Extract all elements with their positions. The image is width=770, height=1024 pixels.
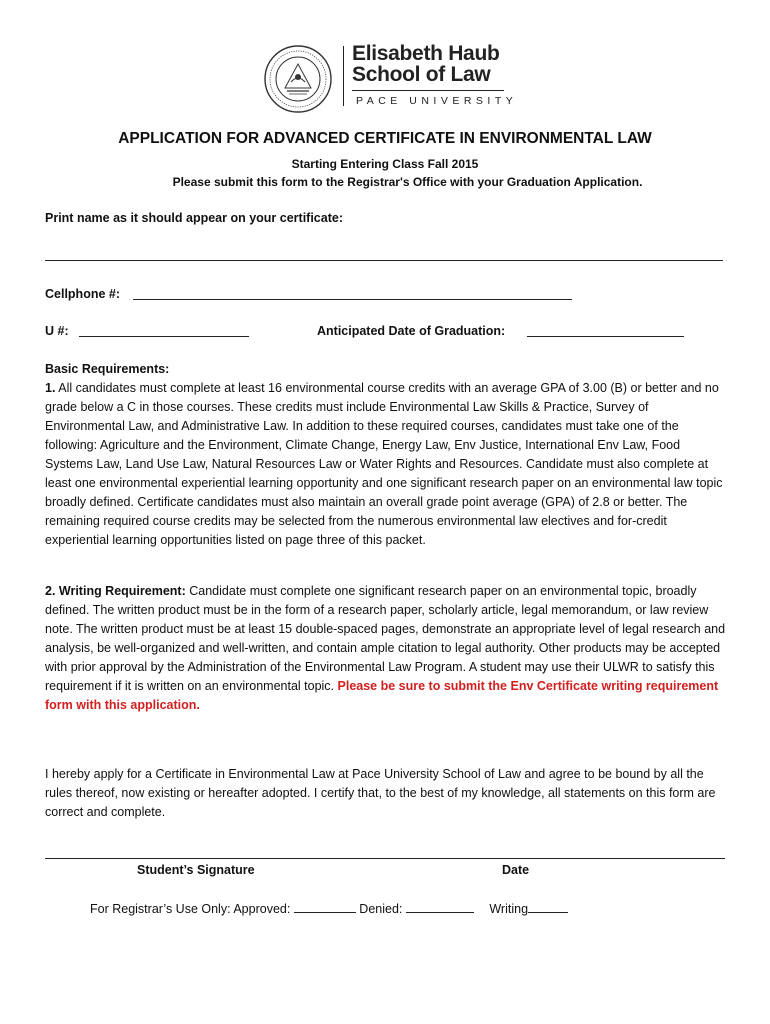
approved-label: Approved: xyxy=(233,902,291,916)
logo-school-name xyxy=(352,43,500,85)
page-subtitle-class: Starting Entering Class Fall 2015 xyxy=(291,157,479,171)
u-number-label: U #: xyxy=(45,324,69,338)
logo-name-line1: Elisabeth Haub xyxy=(352,42,500,65)
registrar-use-row xyxy=(90,902,568,916)
logo-university: PACE UNIVERSITY xyxy=(356,95,518,107)
logo-rule xyxy=(352,90,504,91)
denied-label: Denied: xyxy=(359,902,403,916)
logo-name-line2: School of Law xyxy=(352,63,491,86)
print-name-label: Print name as it should appear on your certificate: xyxy=(45,211,343,225)
date-label: Date xyxy=(502,863,530,877)
writing-requirement-text: Candidate must complete one significant research paper on an environmental topic, broadly defined. The written product must be in the form of a research paper, scholarly article, legal memorandum, or law review note. The written product must be at least 15 double-spaced pages, demonstrate an appropriate level of legal research and analysis, be well-organized and well-written, and contain ample citation to legal authority. Other products may be accepted with prior approval by the Administration of the Environmental Law Program. A student may use their ULWR to satisfy this requirement if it is written on an environmental topic. xyxy=(45,584,726,693)
school-seal-logo xyxy=(263,44,333,114)
u-number-field[interactable] xyxy=(79,336,249,337)
writing-requirement-heading: 2. Writing Requirement: xyxy=(45,584,186,598)
signature-line[interactable] xyxy=(45,858,725,859)
print-name-field[interactable] xyxy=(45,260,723,261)
approved-field[interactable] xyxy=(294,912,356,913)
denied-field[interactable] xyxy=(406,912,474,913)
basic-requirements-heading: Basic Requirements: xyxy=(45,362,170,376)
basic-requirement-body: All candidates must complete at least 16 environmental course credits with an average GPA of 3.00 (B) or better and no grade below a C in those courses. These credits must include Environmental Law Skills & Practice, Survey of Environmental Law, and Administrative Law. In addition to these required courses, candidates must take one of the following: Agriculture and the Environment, Climate Change, Energy Law, Env Justice, International Env Law, Food Systems Law, Land Use Law, Natural Resources Law or Water Rights and Resources. Candidate must also complete at least one environmental experiential learning opportunity and one significant research paper on an environmental law topic broadly defined. Certificate candidates must also maintain an overall grade point average (GPA) of 2.8 or better. The remaining required course credits may be selected from the numerous environmental law electives and for-credit experiential learning opportunities listed on page three of this packet. xyxy=(45,381,723,547)
graduation-date-field[interactable] xyxy=(527,336,684,337)
page-subtitle-instructions: Please submit this form to the Registrar's Office with your Graduation Application. xyxy=(172,175,643,189)
registrar-prefix: For Registrar’s Use Only: xyxy=(90,902,231,916)
writing-requirement-note: Please be sure to submit the Env Certificate writing requirement form with this application. xyxy=(45,679,719,712)
basic-requirement-number: 1. xyxy=(45,381,56,395)
writing-label: Writing xyxy=(489,902,529,916)
graduation-date-label: Anticipated Date of Graduation: xyxy=(317,324,506,338)
writing-field[interactable] xyxy=(528,912,568,913)
basic-requirements-text xyxy=(45,379,730,550)
logo-divider xyxy=(343,46,344,106)
student-signature-label: Student’s Signature xyxy=(137,863,255,877)
basic-requirements-section xyxy=(45,360,730,550)
writing-requirement-section xyxy=(45,582,730,715)
declaration-text: I hereby apply for a Certificate in Environmental Law at Pace University School of Law and agree to be bound by all the rules thereof, now existing or hereafter adopted. I certify that, to the best of my knowledge, all statements on this form are correct and complete. xyxy=(45,767,716,819)
cellphone-label: Cellphone #: xyxy=(45,287,121,301)
page-title: APPLICATION FOR ADVANCED CERTIFICATE IN ENVIRONMENTAL LAW xyxy=(118,130,652,147)
cellphone-field[interactable] xyxy=(133,299,572,300)
